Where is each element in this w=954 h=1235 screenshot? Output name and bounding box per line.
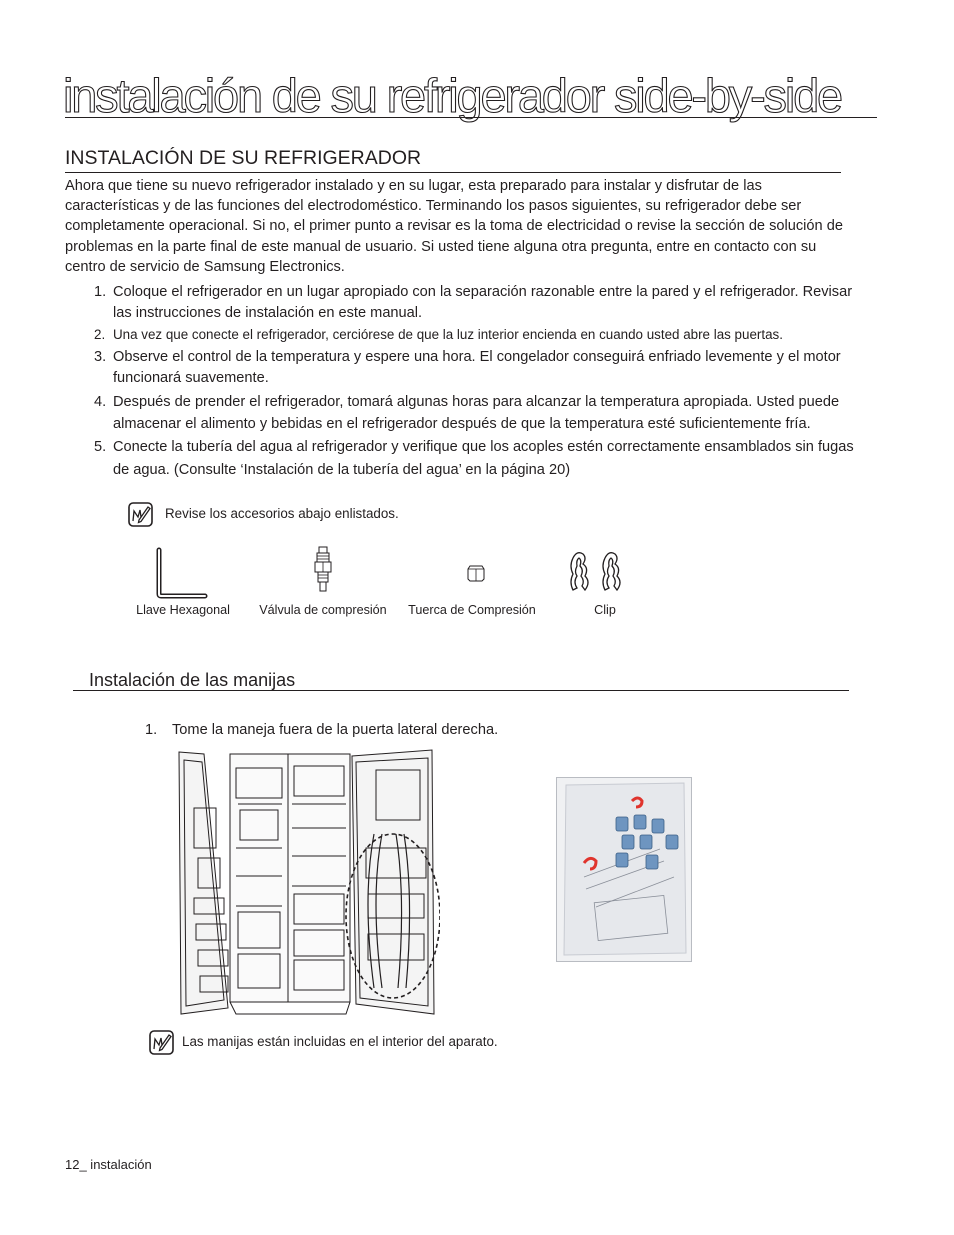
accessory-label: Válvula de compresión — [259, 603, 387, 617]
title-rule — [65, 117, 877, 118]
compression-nut-icon — [466, 563, 486, 583]
step-text: Observe el control de la temperatura y espere una hora. El congelador conseguirá enfriado levemente y el motor funcionará suavemente. — [113, 349, 841, 386]
step-text: Después de prender el refrigerador, tomará algunas horas para alcanzar la temperatura apropiada. Usted puede almacenar el alimento y bebidas en el refrigerador después de que la temperatura esté suficientemente fría. — [113, 394, 840, 432]
page-title: instalación de su refrigerador side-by-side — [63, 69, 841, 122]
step-number: 3. — [94, 349, 107, 365]
refrigerator-illustration — [176, 748, 440, 1018]
steps-list — [94, 282, 864, 482]
note-text: Revise los accesorios abajo enlistados. — [165, 506, 399, 521]
step-text: Una vez que conecte el refrigerador, cerciórese de que la luz interior encienda en cuando usted abre las puertas. — [113, 327, 783, 342]
accessory-label: Tuerca de Compresión — [408, 603, 536, 617]
page-footer: 12_ instalación — [65, 1157, 152, 1172]
list-item — [94, 436, 864, 482]
note-icon — [128, 502, 153, 527]
note-text: Las manijas están incluidas en el interior del aparato. — [182, 1034, 498, 1049]
note-icon — [149, 1030, 174, 1055]
accessory-label: Clip — [594, 603, 616, 617]
step-number: 5. — [94, 439, 107, 455]
step-number: 1. — [94, 284, 107, 300]
subsection-heading: Instalación de las manijas — [89, 670, 296, 690]
clip-icon — [567, 548, 633, 600]
subsection-rule — [73, 690, 849, 691]
list-item — [94, 282, 864, 323]
step-number: 4. — [94, 394, 107, 410]
list-item — [94, 325, 864, 345]
handles-step — [145, 722, 498, 738]
step-text: Conecte la tubería del agua al refrigerador y verifique que los acoples estén correctamente ensamblados sin fugas de agua. (Consulte ‘Instalación de la tubería del agua’ en la página 20) — [113, 439, 854, 478]
step-number: 2. — [94, 327, 106, 342]
step-text: Tome la maneja fuera de la puerta lateral derecha. — [172, 722, 499, 738]
accessory-label: Llave Hexagonal — [136, 603, 230, 617]
step-number: 1. — [145, 722, 158, 738]
handles-bag-photo — [556, 777, 692, 962]
compression-valve-icon — [311, 546, 335, 596]
list-item — [94, 392, 864, 435]
hex-key-icon — [155, 547, 210, 599]
section-rule — [65, 172, 841, 173]
intro-paragraph: Ahora que tiene su nuevo refrigerador instalado y en su lugar, esta preparado para instalar y disfrutar de las características y de las funciones del electrodoméstico. Terminando los pasos siguientes, su refrigerador debe ser completamente operacional. Si no, el primer punto a revisar es la toma de electricidad o revise la sección de solución de problemas en la parte final de este manual de usuario. Si usted tiene alguna otra pregunta, entre en contacto con su centro de servicio de Samsung Electronics. — [65, 178, 843, 275]
step-text: Coloque el refrigerador en un lugar apropiado con la separación razonable entre la pared y el refrigerador. Revisar las instrucciones de instalación en este manual. — [113, 284, 853, 321]
section-heading: INSTALACIÓN DE SU REFRIGERADOR — [65, 147, 422, 169]
list-item — [94, 347, 864, 389]
